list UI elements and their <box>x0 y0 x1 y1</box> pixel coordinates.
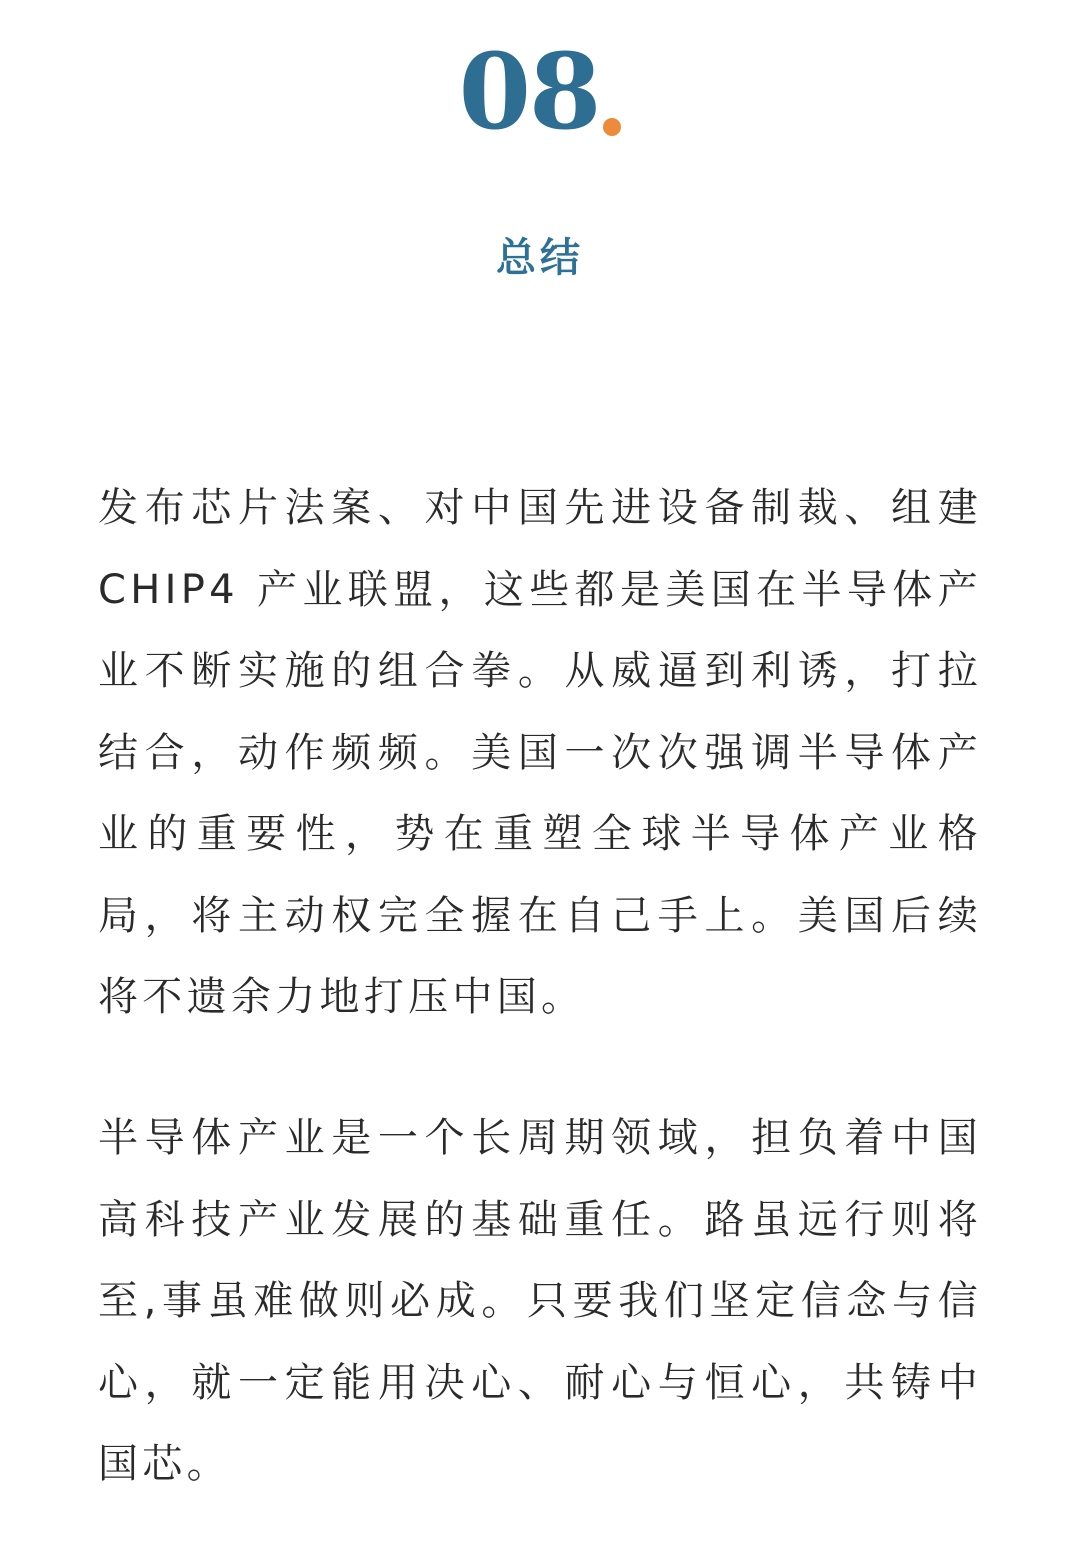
section-number <box>0 30 1080 153</box>
orange-dot-icon <box>603 118 621 136</box>
section-title: 总结 <box>496 235 584 281</box>
paragraph-2: 半导体产业是一个长周期领域，担负着中国高科技产业发展的基础重任。路虽远行则将至,事虽难做则必成。只要我们坚定信念与信心，就一定能用决心、耐心与恒心，共铸中国芯。 <box>98 1115 982 1487</box>
section-number-digits: 08 <box>458 30 600 153</box>
paragraph-1: 发布芯片法案、对中国先进设备制裁、组建CHIP4 产业联盟，这些都是美国在半导体产业不断实施的组合拳。从威逼到利诱，打拉结合，动作频频。美国一次次强调半导体产业的重要性，势在重塑全球半导体产业格局，将主动权完全握在自己手上。美国后续将不遗余力地打压中国。 <box>98 485 982 1020</box>
